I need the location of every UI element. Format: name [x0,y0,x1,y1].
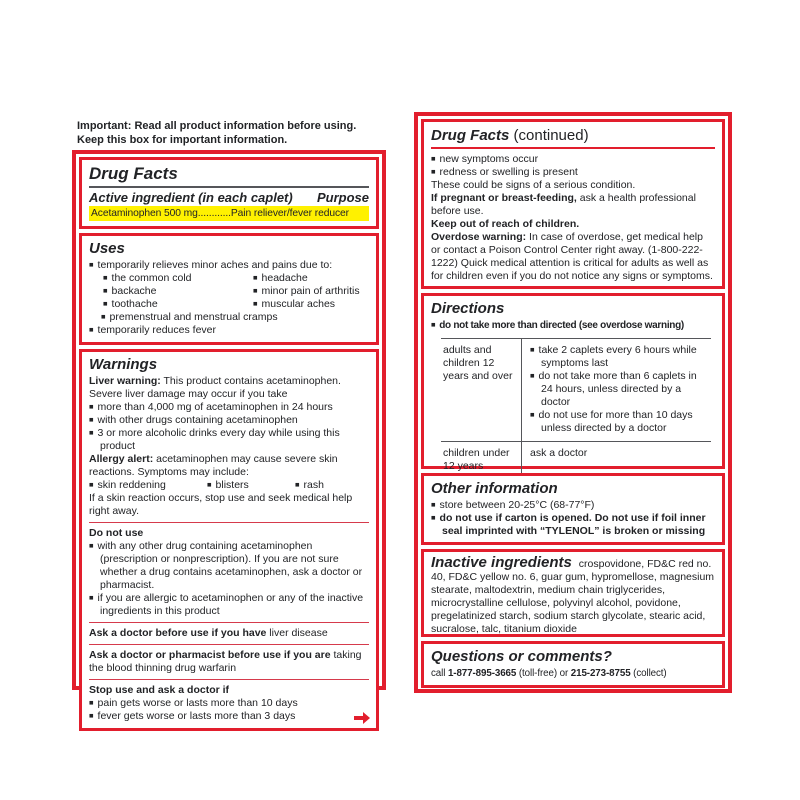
inactive-ingredients-title: Inactive ingredients [431,554,572,571]
keep-out-of-reach-text: Keep out of reach of children. [431,218,580,230]
list-item: ■ skin reddening [89,479,207,492]
dose-group-cell: children under 12 years [443,447,510,472]
divider [431,147,715,149]
skin-reaction-note: If a skin reaction occurs, stop use and seek medical help right away. [89,492,353,517]
uses-title: Uses [89,240,125,257]
active-ingredient-label: Active ingredient (in each caplet) [89,190,293,205]
dose-group-cell: adults and children 12 years and over [443,344,513,382]
section-other-information [421,473,725,545]
section-warnings [79,349,379,731]
list-item: ■ blisters [207,479,295,492]
list-item: ■ do not take more than 6 caplets in 24 hours, unless directed by a doctor [530,370,709,409]
list-item: ■ more than 4,000 mg of acetaminophen in 24 hours [89,401,369,414]
list-item: ■ rash [295,479,324,492]
table-row [441,339,711,441]
list-item: ■ backache [103,285,253,298]
list-item: ■ muscular aches [253,298,369,311]
list-item: ■ take 2 caplets every 6 hours while symptoms last [530,344,709,370]
directions-table [441,338,711,479]
notice-line-1: Important: Read all product information before using. [77,120,357,132]
list-item: ■ redness or swelling is present [431,166,715,179]
list-item: ■ pain gets worse or lasts more than 10 days [89,697,369,710]
warnings-title: Warnings [89,356,158,373]
list-item: ■ 3 or more alcoholic drinks every day while using this product [89,427,369,453]
list-item: ■ the common cold [103,272,253,285]
symptom-list [89,479,369,492]
list-item: ■ do not use for more than 10 days unless directed by a doctor [530,409,709,435]
important-notice [77,120,397,147]
continued-title: Drug Facts (continued) [431,127,589,144]
serious-condition-note: These could be signs of a serious condition. [431,179,636,191]
ingredient-highlight: Acetaminophen 500 mg............Pain reliever/fever reducer [89,206,369,221]
uses-lead-bullet: ■ temporarily relieves minor aches and pains due to: [89,259,369,272]
divider [89,644,369,645]
continued-arrow-icon [354,712,370,724]
stop-use-title: Stop use and ask a doctor if [89,684,230,696]
dose-instructions-cell [521,339,711,441]
section-questions [421,641,725,688]
list-item: ■ toothache [103,298,253,311]
uses-pair-list [103,272,369,311]
section-drug-facts-continued [421,119,725,289]
allergy-alert-text: Allergy alert: acetaminophen may cause severe skin reactions. Symptoms may include: [89,453,338,478]
ask-doctor-text: Ask a doctor before use if you have liver disease [89,627,328,639]
ask-pharmacist-text: Ask a doctor or pharmacist before use if you are taking the blood thinning drug warfarin [89,649,362,674]
list-item: ■ minor pain of arthritis [253,285,369,298]
section-uses [79,233,379,345]
do-not-use-title: Do not use [89,527,144,539]
list-item: ■ if you are allergic to acetaminophen or any of the inactive ingredients in this product [89,592,369,618]
divider [89,522,369,523]
purpose-label: Purpose [316,190,369,205]
divider [89,679,369,680]
directions-lead-bullet: ■ do not take more than directed (see overdose warning) [431,319,715,332]
active-ingredient-header [89,191,369,204]
phone-numbers-text: call 1-877-895-3665 (toll-free) or 215-273-8755 (collect) [431,668,667,679]
collect-number: 215-273-8755 [570,668,631,679]
uses-full-bullet: ■ premenstrual and menstrual cramps [101,311,369,324]
list-item: ■ new symptoms occur [431,153,715,166]
list-item: ■ fever gets worse or lasts more than 3 days [89,710,369,723]
drug-facts-panel-right [414,112,732,693]
divider [89,186,369,188]
uses-last-bullet: ■ temporarily reduces fever [89,324,369,337]
list-item: ■ do not use if carton is opened. Do not use if foil inner seal imprinted with “TYLENOL” is broken or missing [431,512,715,538]
pregnant-warning-text: If pregnant or breast-feeding, ask a health professional before use. [431,192,696,217]
questions-title: Questions or comments? [431,648,612,665]
notice-line-2: Keep this box for important information. [77,133,288,146]
other-information-title: Other information [431,480,558,497]
section-inactive-ingredients: Inactive ingredients crospovidone, FD&C red no. 40, FD&C yellow no. 6, guar gum, hypromellose, magnesium stearate, maltodextrin, medium chain triglycerides, microcrystalline cellulose, polyvinyl alcohol, povidone, pregelatinized starch, sodium starch glycolate, stearic acid, sucralose, talc, titanium dioxide [421,549,725,637]
divider [89,622,369,623]
list-item: ■ store between 20-25°C (68-77°F) [431,499,715,512]
list-item: ■ with other drugs containing acetaminophen [89,414,369,427]
list-item: ■ headache [253,272,369,285]
drug-facts-panel-left [72,150,386,722]
section-active-ingredient [79,157,379,229]
dose-instructions-cell: ask a doctor [521,442,711,479]
toll-free-number: 1-877-895-3665 [447,668,517,679]
liver-warning-text: Liver warning: This product contains acetaminophen. Severe liver damage may occur if you take [89,375,341,400]
directions-title: Directions [431,300,505,317]
drug-facts-title: Drug Facts [89,164,178,183]
list-item: ■ with any other drug containing acetaminophen (prescription or nonprescription). If you are not sure whether a drug contains acetaminophen, ask a doctor or pharmacist. [89,540,369,592]
overdose-warning-text: Overdose warning: In case of overdose, get medical help or contact a Poison Control Center right away. (1-800-222-1222) Quick medical attention is critical for adults as well as for children even if you do not notice any signs or symptoms. [431,231,713,282]
section-directions [421,293,725,472]
